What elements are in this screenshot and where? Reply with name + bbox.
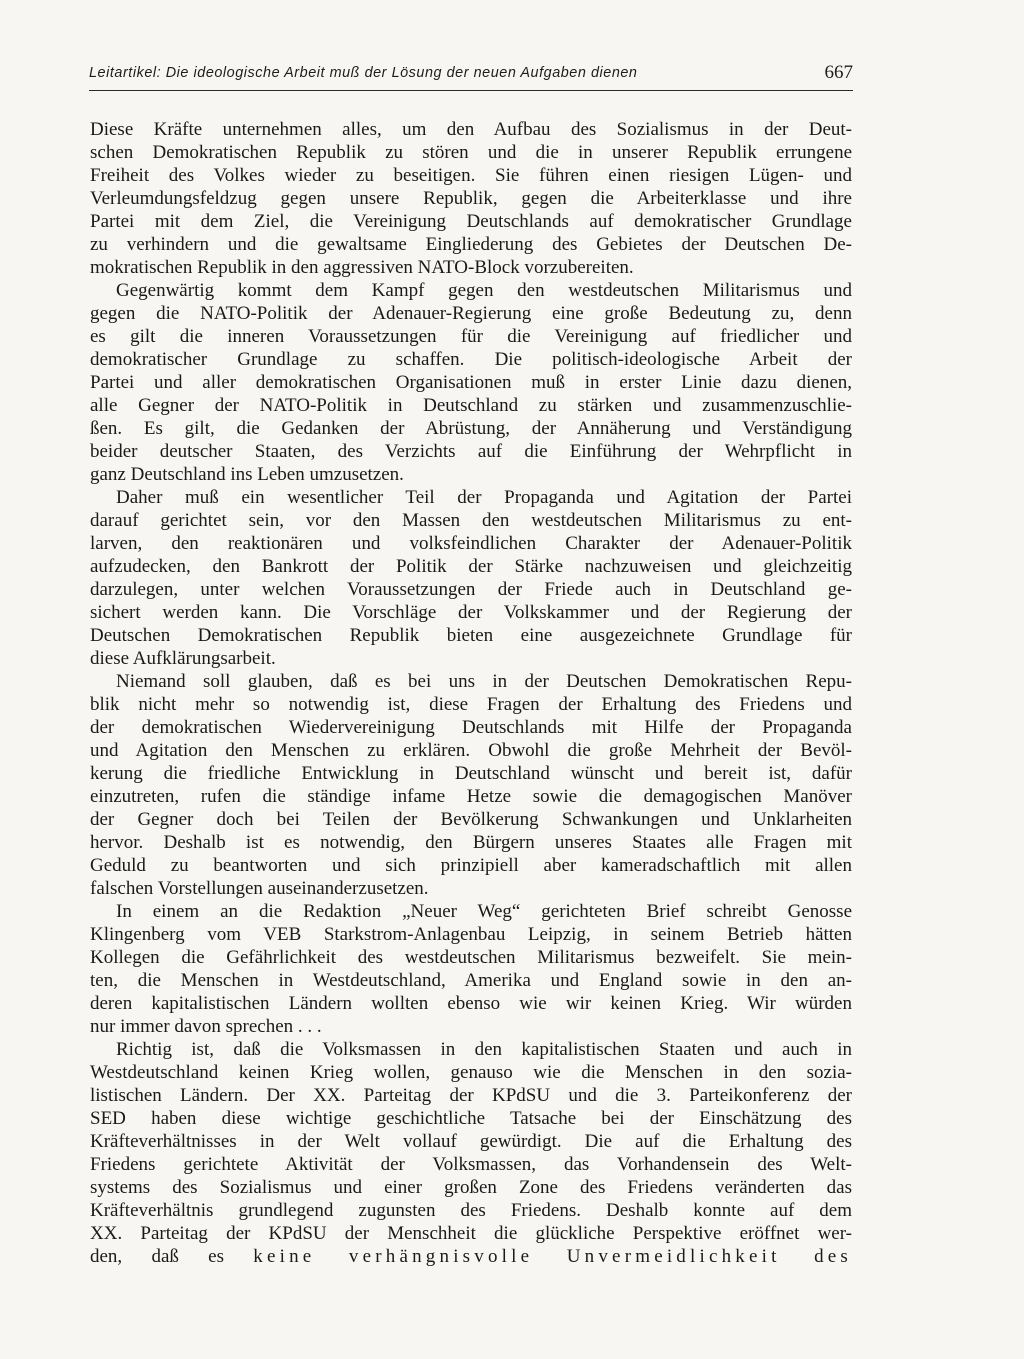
text-line: Partei mit dem Ziel, die Vereinigung Deutschlands auf demokratischer Grundlage — [90, 211, 852, 232]
text-line: SED haben diese wichtige geschichtliche Tatsache bei der Einschätzung des — [90, 1108, 852, 1129]
text-line: blik nicht mehr so notwendig ist, diese Fragen der Erhaltung des Friedens und — [90, 694, 852, 715]
text-line — [90, 1245, 852, 1268]
text-line: falschen Vorstellungen auseinanderzusetzen. — [90, 878, 429, 899]
text-line: und Agitation den Menschen zu erklären. Obwohl die große Mehrheit der Bevöl- — [90, 740, 852, 761]
text-line: Friedens gerichtete Aktivität der Volksmassen, das Vorhandensein des Welt- — [90, 1154, 852, 1175]
text-line: Westdeutschland keinen Krieg wollen, genauso wie die Menschen in den sozia- — [90, 1062, 852, 1083]
text-line: es gilt die inneren Voraussetzungen für die Vereinigung auf friedlicher und — [90, 326, 852, 347]
text-line: ten, die Menschen in Westdeutschland, Amerika und England sowie in den an- — [90, 970, 852, 991]
text-line: larven, den reaktionären und volksfeindlichen Charakter der Adenauer-Politik — [90, 533, 852, 554]
text-line: darauf gerichtet sein, vor den Massen den westdeutschen Militarismus zu ent- — [90, 510, 852, 531]
page-number: 667 — [824, 62, 853, 83]
text-line: ganz Deutschland ins Leben umzusetzen. — [90, 464, 404, 485]
text-segment: den, daß es — [90, 1246, 224, 1267]
text-line: hervor. Deshalb ist es notwendig, den Bürgern unseres Staates alle Fragen mit — [90, 832, 852, 853]
text-line: Geduld zu beantworten und sich prinzipiell aber kameradschaftlich mit allen — [90, 855, 852, 876]
text-line: Richtig ist, daß die Volksmassen in den kapitalistischen Staaten und auch in — [116, 1039, 852, 1060]
text-line: zu verhindern und die gewaltsame Eingliederung des Gebietes der Deutschen De- — [90, 234, 852, 255]
spaced-emphasis: keine verhängnisvolle Unvermeidlichkeit des — [253, 1246, 852, 1267]
text-line: Gegenwärtig kommt dem Kampf gegen den westdeutschen Militarismus und — [116, 280, 852, 301]
body-text — [90, 118, 852, 1268]
text-line: demokratischer Grundlage zu schaffen. Die politisch-ideologische Arbeit der — [90, 349, 852, 370]
text-line: Freiheit des Volkes wieder zu beseitigen. Sie führen einen riesigen Lügen- und — [90, 165, 852, 186]
text-line: listischen Ländern. Der XX. Parteitag der KPdSU und die 3. Parteikonferenz der — [90, 1085, 852, 1106]
text-line: schen Demokratischen Republik zu stören und die in unserer Republik errungene — [90, 142, 852, 163]
text-line: der Gegner doch bei Teilen der Bevölkerung Schwankungen und Unklarheiten — [90, 809, 852, 830]
text-line: Diese Kräfte unternehmen alles, um den Aufbau des Sozialismus in der Deut- — [90, 119, 852, 140]
text-line: Kräfteverhältnisses in der Welt vollauf gewürdigt. Die auf die Erhaltung des — [90, 1131, 852, 1152]
text-line: In einem an die Redaktion „Neuer Weg“ gerichteten Brief schreibt Genosse — [116, 901, 852, 922]
text-line: alle Gegner der NATO-Politik in Deutschland zu stärken und zusammenzuschlie- — [90, 395, 852, 416]
text-line: Verleumdungsfeldzug gegen unsere Republik, gegen die Arbeiterklasse und ihre — [90, 188, 852, 209]
text-line: Kräfteverhältnis grundlegend zugunsten des Friedens. Deshalb konnte auf dem — [90, 1200, 852, 1221]
text-line: einzutreten, rufen die ständige infame Hetze sowie die demagogischen Manöver — [90, 786, 852, 807]
text-line: ßen. Es gilt, die Gedanken der Abrüstung, der Annäherung und Verständigung — [90, 418, 852, 439]
text-line: systems des Sozialismus und einer großen Zone des Friedens veränderten das — [90, 1177, 852, 1198]
text-line: aufzudecken, den Bankrott der Politik der Stärke nachzuweisen und gleichzeitig — [90, 556, 852, 577]
text-line: der demokratischen Wiedervereinigung Deutschlands mit Hilfe der Propaganda — [90, 717, 852, 738]
text-line: nur immer davon sprechen . . . — [90, 1016, 322, 1037]
text-line: sichert werden kann. Die Vorschläge der Volkskammer und der Regierung der — [90, 602, 852, 623]
text-line: Deutschen Demokratischen Republik bieten eine ausgezeichnete Grundlage für — [90, 625, 852, 646]
text-line: gegen die NATO-Politik der Adenauer-Regierung eine große Bedeutung zu, denn — [90, 303, 852, 324]
running-header — [89, 62, 853, 91]
text-line: Niemand soll glauben, daß es bei uns in der Deutschen Demokratischen Repu- — [116, 671, 852, 692]
text-line: XX. Parteitag der KPdSU der Menschheit die glückliche Perspektive eröffnet wer- — [90, 1223, 852, 1244]
text-line: kerung die friedliche Entwicklung in Deutschland wünscht und bereit ist, dafür — [90, 763, 852, 784]
text-line: diese Aufklärungsarbeit. — [90, 648, 276, 669]
text-line: darzulegen, unter welchen Voraussetzungen der Friede auch in Deutschland ge- — [90, 579, 852, 600]
text-line: Partei und aller demokratischen Organisationen muß in erster Linie dazu dienen, — [90, 372, 852, 393]
text-line: Kollegen die Gefährlichkeit des westdeutschen Militarismus bezweifelt. Sie mein- — [90, 947, 852, 968]
text-line: beider deutscher Staaten, des Verzichts auf die Einführung der Wehrpflicht in — [90, 441, 852, 462]
text-line: Daher muß ein wesentlicher Teil der Propaganda und Agitation der Partei — [116, 487, 852, 508]
running-title: Leitartikel: Die ideologische Arbeit muß der Lösung der neuen Aufgaben dienen — [89, 65, 638, 81]
text-line: Klingenberg vom VEB Starkstrom-Anlagenbau Leipzig, in seinem Betrieb hätten — [90, 924, 852, 945]
text-line: deren kapitalistischen Ländern wollten ebenso wie wir keinen Krieg. Wir würden — [90, 993, 852, 1014]
text-line: mokratischen Republik in den aggressiven NATO-Block vorzubereiten. — [90, 257, 634, 278]
